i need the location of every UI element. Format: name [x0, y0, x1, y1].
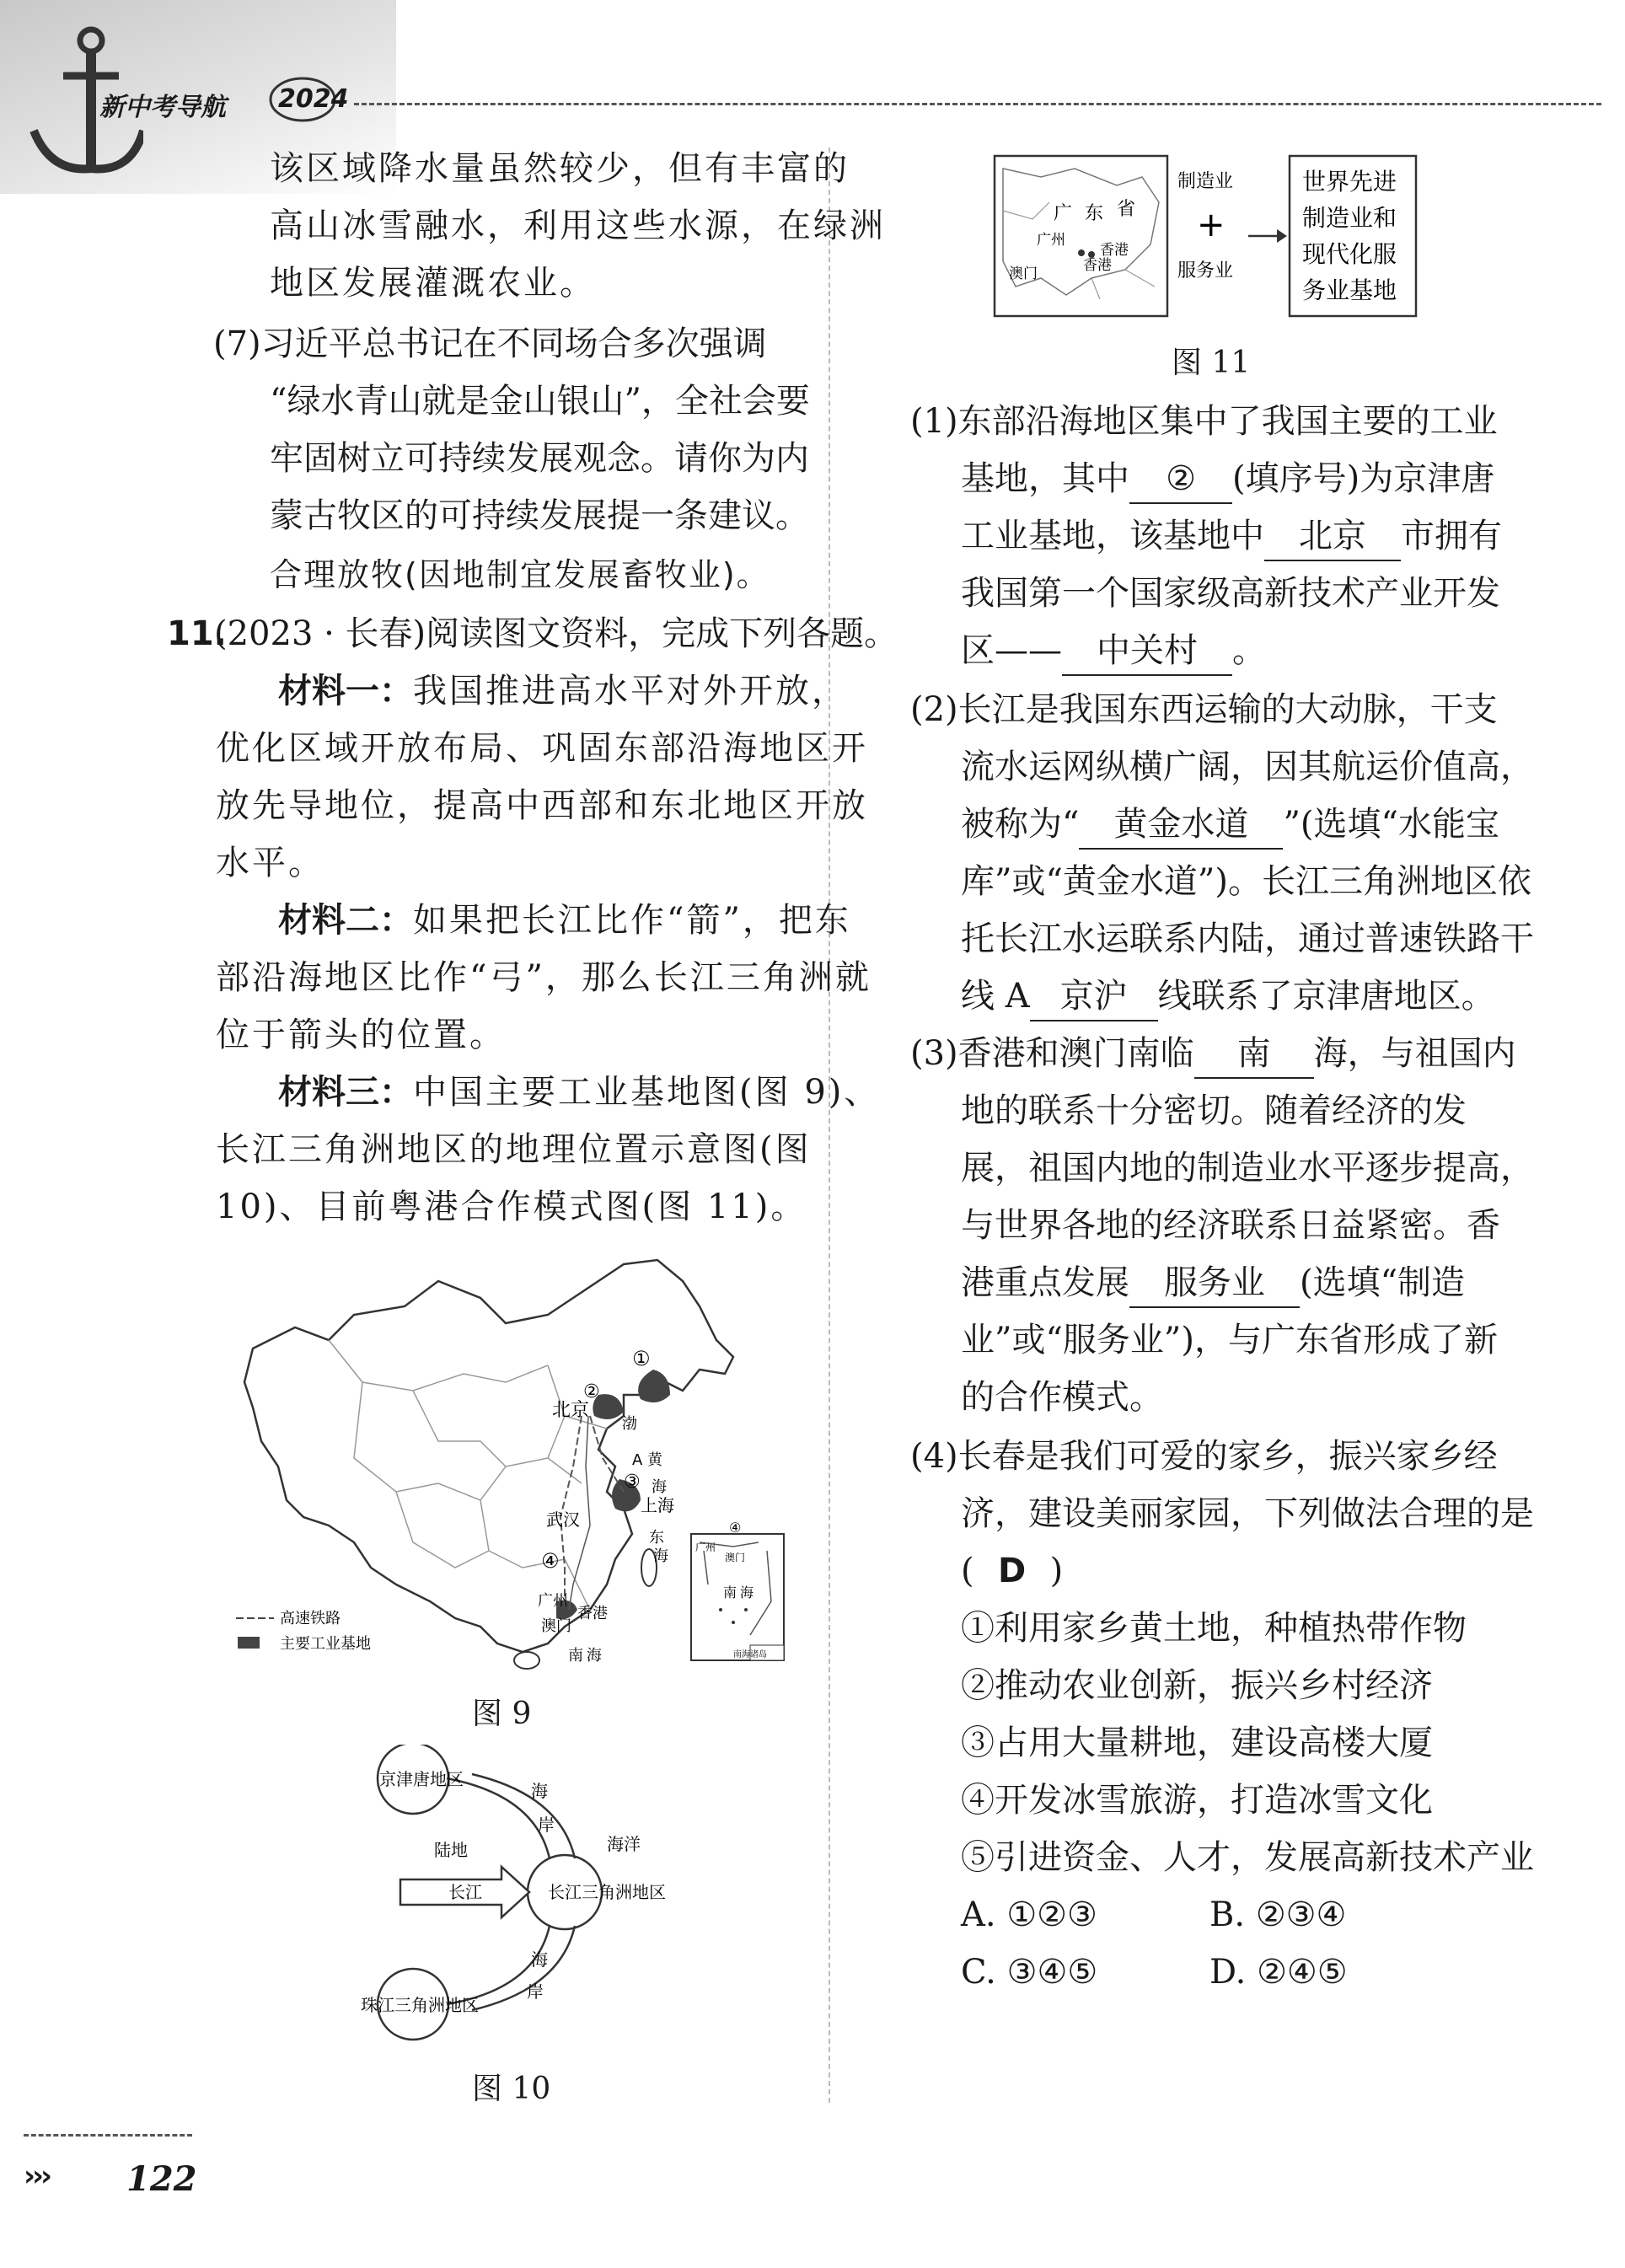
q1-line-5b: 。	[1232, 631, 1266, 670]
material-1-line-4: 水平。	[216, 844, 324, 882]
option-b: B. ②③④	[1209, 1895, 1347, 1934]
q3-line-1a: (3)香港和澳门南临	[910, 1034, 1194, 1073]
q7-line-3: 牢固树立可持续发展观念。请你为内	[270, 439, 809, 478]
label-shanghai: 上海	[641, 1495, 674, 1515]
result-line-1: 世界先进	[1302, 168, 1397, 196]
q2-line-3b: ”(选填“水能宝	[1283, 805, 1499, 844]
option-c: C. ③④⑤	[961, 1953, 1098, 1992]
legend-base-symbol	[238, 1637, 260, 1649]
map-label-hongkong-b: 香港	[1083, 257, 1112, 274]
q11-number: 11.	[167, 614, 227, 653]
label-guangzhou: 广州	[538, 1592, 568, 1610]
label-coast1-b: 岸	[538, 1815, 555, 1835]
material-1-line-1	[278, 668, 848, 715]
option-a: A. ①②③	[961, 1895, 1097, 1934]
material-3-line-2: 长江三角洲地区的地理位置示意图(图	[216, 1130, 812, 1169]
figure-9-map	[228, 1247, 818, 1686]
q3-line-1b: 海，与祖国内	[1313, 1034, 1516, 1073]
q2-line-2: 流水运网纵横广阔，因其航运价值高，	[961, 748, 1534, 786]
header-divider	[354, 103, 1601, 105]
inset-label-macau: 澳门	[725, 1552, 746, 1563]
q3-line-5a: 港重点发展	[961, 1263, 1129, 1302]
label-zsj: 珠江三角洲地区	[361, 1995, 479, 2015]
label-2: ②	[583, 1381, 600, 1402]
label-jjt: 京津唐地区	[379, 1769, 464, 1789]
footer-arrows-icon: ›››	[24, 2159, 50, 2193]
q1-line-5a: 区——	[961, 631, 1062, 670]
inset-label-hai: 海	[740, 1584, 754, 1600]
q4-item-2: ②推动农业创新，振兴乡村经济	[961, 1666, 1433, 1705]
q3-line-3: 展，祖国内地的制造业水平逐步提高，	[961, 1149, 1534, 1188]
label-3: ③	[624, 1472, 641, 1493]
material-1-text-1: 我国推进高水平对外开放，	[413, 672, 848, 710]
figure-9-caption: 图 9	[472, 1697, 532, 1731]
q3-answer-1: 南	[1194, 1030, 1314, 1079]
q2-line-6a: 线 A	[961, 977, 1030, 1016]
q3-line-5	[961, 1259, 1465, 1308]
q7-line-2: “绿水青山就是金山银山”，全社会要	[270, 382, 810, 421]
manufacturing-label: 制造业	[1177, 171, 1234, 192]
inset-label-4: ④	[729, 1520, 742, 1536]
q1-line-3b: 市拥有	[1401, 517, 1502, 555]
q3-line-5b: (选填“制造	[1300, 1263, 1466, 1302]
south-china-sea-inset	[691, 1520, 784, 1660]
q6-answer-line-3: 地区发展灌溉农业。	[270, 264, 596, 303]
q2-line-1: (2)长江是我国东西运输的大动脉，干支	[910, 690, 1498, 729]
q2-line-6b: 线联系了京津唐地区。	[1157, 977, 1495, 1016]
material-3-label: 材料三：	[278, 1073, 413, 1112]
q1-answer-3: 中关村	[1062, 627, 1232, 676]
label-coast2-b: 岸	[527, 1981, 544, 2002]
map-label-guang: 广	[1054, 203, 1073, 224]
option-d: D. ②④⑤	[1209, 1953, 1348, 1992]
q1-line-2	[961, 455, 1494, 504]
label-river: 长江	[448, 1882, 482, 1902]
label-beijing: 北京	[552, 1400, 590, 1421]
material-1-line-3: 放先导地位，提高中西部和东北地区开放	[216, 786, 868, 825]
q4-answer-line	[961, 1547, 1063, 1595]
label-hongkong: 香港	[577, 1605, 608, 1622]
plus-sign: +	[1197, 206, 1225, 244]
q2-line-5: 托长江水运联系内陆，通过普速铁路干	[961, 920, 1534, 958]
label-ocean: 海洋	[607, 1834, 641, 1854]
map-label-guangzhou: 广州	[1037, 232, 1065, 249]
map-label-macau: 澳门	[1009, 265, 1038, 282]
material-1-line-2: 优化区域开放布局、巩固东部沿海地区开	[216, 729, 868, 768]
q2-answer-1: 黄金水道	[1079, 801, 1283, 850]
material-2-text-1: 如果把长江比作“箭”，把东	[413, 901, 851, 940]
q4-item-5: ⑤引进资金、人才，发展高新技术产业	[961, 1838, 1534, 1877]
q2-line-3a: 被称为“	[961, 805, 1080, 844]
q3-line-1	[910, 1030, 1516, 1079]
label-huang: 黄	[647, 1451, 662, 1469]
material-1-label: 材料一：	[278, 672, 413, 710]
label-nanhai2: 海	[587, 1647, 602, 1665]
result-line-2: 制造业和	[1302, 204, 1397, 232]
q7-answer: 合理放牧(因地制宜发展畜牧业)。	[270, 556, 770, 593]
result-line-3: 现代化服	[1302, 240, 1397, 268]
arrow-head	[1277, 229, 1287, 243]
material-2-line-3: 位于箭头的位置。	[216, 1016, 506, 1054]
label-bohai: 渤	[622, 1415, 637, 1433]
q4-paren-open: (	[961, 1552, 974, 1590]
q1-line-2a: 基地，其中	[961, 459, 1129, 498]
q3-line-6: 业”或“服务业”)，与广东省形成了新	[961, 1321, 1498, 1359]
label-macau: 澳门	[541, 1617, 571, 1635]
inset-label-guangzhou: 广州	[695, 1541, 716, 1553]
q1-line-1: (1)东部沿海地区集中了我国主要的工业	[910, 402, 1498, 441]
q2-line-4: 库”或“黄金水道”)。长江三角洲地区依	[961, 862, 1531, 901]
q3-line-2: 地的联系十分密切。随着经济的发	[961, 1091, 1467, 1130]
page-number: 122	[126, 2159, 197, 2199]
hainan-island	[514, 1652, 539, 1669]
label-4: ④	[541, 1549, 560, 1573]
q1-line-5	[961, 627, 1266, 676]
guangdong-map-frame	[995, 156, 1167, 316]
footer-divider	[24, 2134, 192, 2137]
figure-10-caption: 图 10	[472, 2072, 551, 2106]
service-label: 服务业	[1177, 260, 1234, 281]
q1-answer-2: 北京	[1264, 512, 1401, 561]
map-label-dong: 东	[1085, 203, 1104, 224]
map-label-sheng: 省	[1117, 199, 1136, 220]
material-3-text-1: 中国主要工业基地图(图 9)、	[413, 1073, 881, 1112]
header-title: 新中考导航	[99, 93, 226, 122]
label-coast2-a: 海	[531, 1949, 548, 1970]
material-2-line-2: 部沿海地区比作“弓”，那么长江三角洲就	[216, 958, 871, 997]
q1-line-2b: (填序号)为京津唐	[1232, 459, 1495, 498]
q4-line-1: (4)长春是我们可爱的家乡，振兴家乡经	[910, 1437, 1498, 1476]
label-a: A	[632, 1451, 643, 1469]
figure-10-diagram	[354, 1745, 725, 2056]
q3-line-7: 的合作模式。	[961, 1378, 1163, 1417]
material-3-line-3: 10)、目前粤港合作模式图(图 11)。	[216, 1188, 807, 1226]
q4-item-1: ①利用家乡黄土地，种植热带作物	[961, 1609, 1467, 1648]
legend-base: 主要工业基地	[280, 1635, 371, 1653]
q1-line-3	[961, 512, 1502, 561]
label-land: 陆地	[434, 1840, 468, 1860]
label-1: ①	[632, 1347, 651, 1370]
q4-item-4: ④开发冰雪旅游，打造冰雪文化	[961, 1781, 1433, 1820]
q2-answer-2: 京沪	[1030, 973, 1158, 1021]
q1-line-4: 我国第一个国家级高新技术产业开发	[961, 574, 1500, 613]
inset-label-nan: 南	[723, 1584, 737, 1600]
q4-answer: D	[998, 1552, 1027, 1590]
figure-11-caption: 图 11	[1172, 346, 1251, 380]
q3-line-4: 与世界各地的经济联系日益紧密。香	[961, 1206, 1500, 1245]
label-hai2: 海	[653, 1547, 668, 1565]
label-nanhai: 南	[568, 1647, 583, 1665]
q2-line-3	[961, 801, 1499, 850]
q6-answer-line-1: 该区域降水量虽然较少，但有丰富的	[270, 149, 850, 188]
q7-line-4: 蒙古牧区的可持续发展提一条建议。	[270, 496, 809, 535]
label-wuhan: 武汉	[546, 1509, 580, 1530]
label-csj: 长江三角洲地区	[548, 1882, 666, 1902]
q11-intro: (2023 · 长春)阅读图文资料，完成下列各题。	[214, 614, 898, 653]
q3-answer-2: 服务业	[1129, 1259, 1300, 1308]
material-2-line-1	[278, 897, 851, 944]
result-line-4: 务业基地	[1302, 276, 1397, 304]
label-dong: 东	[649, 1529, 664, 1547]
map-label-hongkong-a: 香港	[1100, 242, 1129, 259]
figure-11-diagram	[990, 152, 1420, 320]
material-2-label: 材料二：	[278, 901, 413, 940]
q4-line-2: 济，建设美丽家园，下列做法合理的是	[961, 1494, 1534, 1533]
label-coast1-a: 海	[531, 1781, 548, 1801]
header-year: 2024	[278, 84, 349, 114]
q7-line-1: (7)习近平总书记在不同场合多次强调	[213, 324, 767, 363]
q6-answer-line-2: 高山冰雪融水，利用这些水源，在绿洲	[270, 206, 886, 245]
material-3-line-1	[278, 1069, 880, 1116]
inset-caption: 南海诸岛	[733, 1650, 767, 1659]
legend-railway: 高速铁路	[280, 1610, 341, 1627]
q1-answer-1: ②	[1129, 455, 1232, 504]
q2-line-6	[961, 973, 1495, 1021]
label-hai: 海	[652, 1478, 667, 1496]
q1-line-3a: 工业基地，该基地中	[961, 517, 1264, 555]
column-divider	[829, 147, 830, 2103]
q4-paren-close: )	[1049, 1552, 1064, 1590]
q4-item-3: ③占用大量耕地，建设高楼大厦	[961, 1724, 1433, 1762]
